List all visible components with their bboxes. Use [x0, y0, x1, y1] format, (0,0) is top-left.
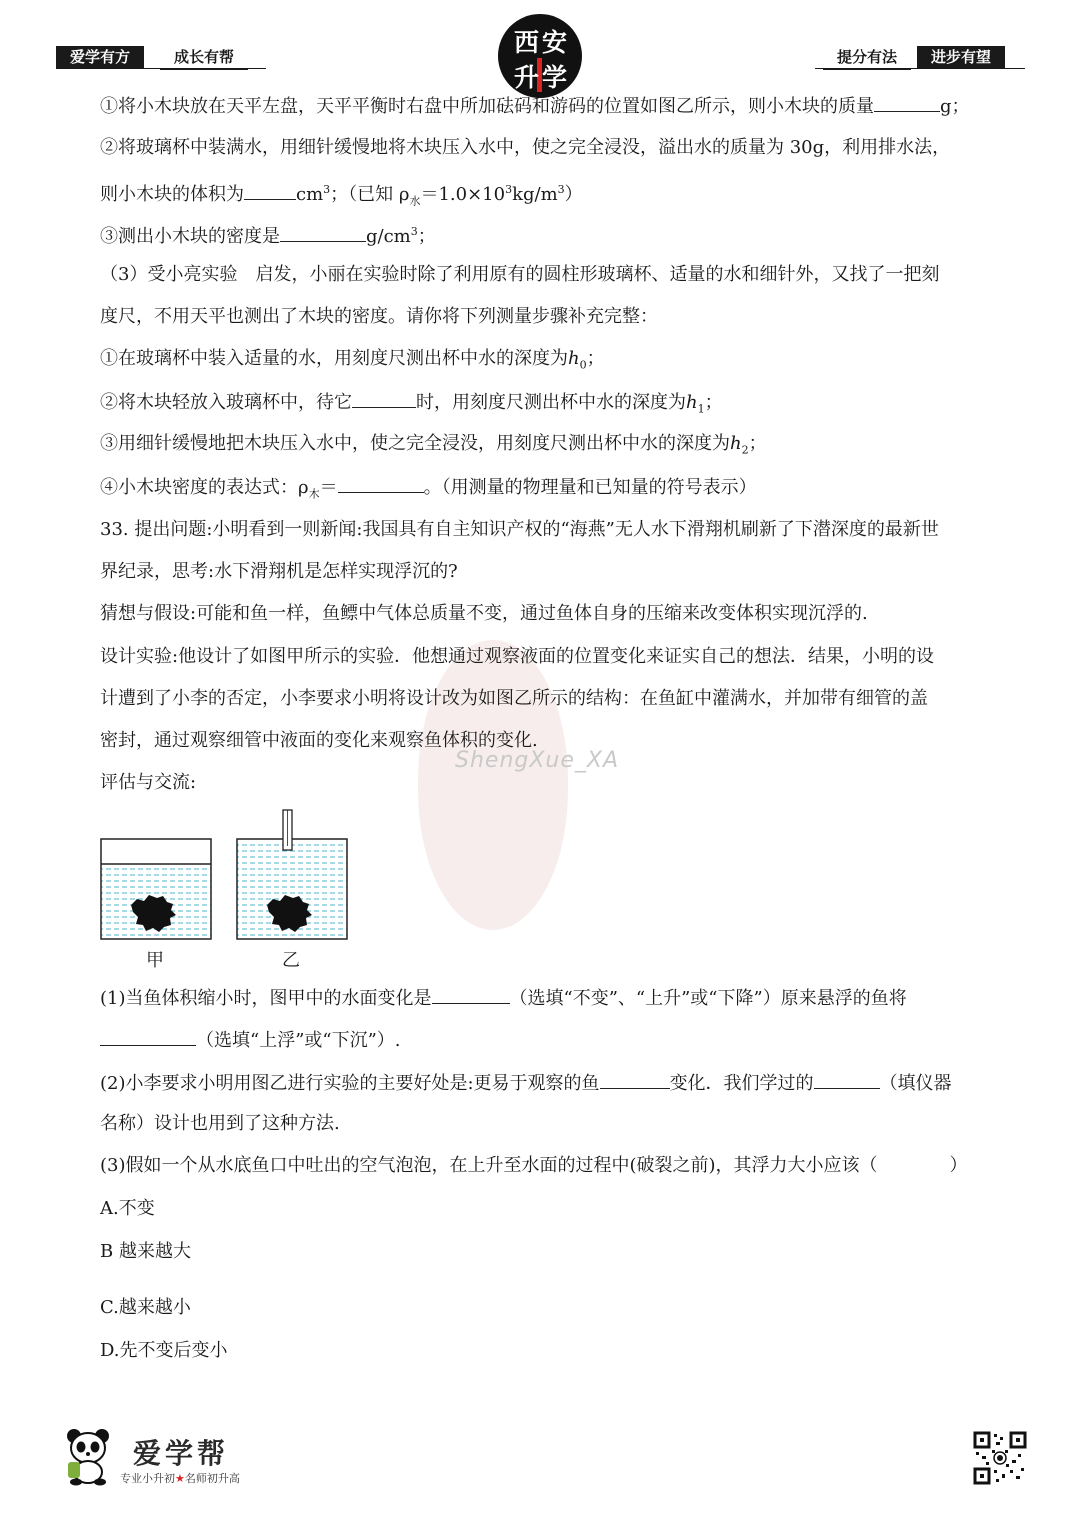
q33-part-1: (1)当鱼体积缩小时，图甲中的水面变化是 （选填“不变”、“上升”或“下降”）原来悬浮的鱼将 [100, 985, 907, 1011]
q32-part-3-step-1: ①在玻璃杯中装入适量的水，用刻度尺测出杯中水的深度为$h_0$； [100, 348, 605, 372]
header-left-banner-1: 爱学有方 [56, 46, 144, 68]
header-left-banner-2: 成长有帮 [160, 46, 248, 70]
q33-part-3: (3)假如一个从水底鱼口中吐出的空气泡泡，在上升至水面的过程中(破裂之前)，其浮力大小应该（ ） [100, 1155, 968, 1176]
q33-design-cont-1: 计遭到了小李的否定，小李要求小明将设计改为如图乙所示的结构：在鱼缸中灌满水，并加带有细管的盖 [100, 688, 928, 709]
q33-option-b: B 越来越大 [100, 1241, 191, 1262]
q32-part-3-intro: （3）受小亮实验 启发，小丽在实验时除了利用原有的圆柱形玻璃杯、适量的水和细针外，又找了一把刻 [100, 264, 940, 285]
q33-option-a: A.不变 [100, 1198, 155, 1219]
figure-label-yi: 乙 [282, 950, 300, 971]
header-right-banner-1: 提分有法 [823, 46, 911, 70]
q33-option-d: D.先不变后变小 [100, 1340, 228, 1361]
logo-char: 西 [514, 28, 540, 57]
q33-evaluation-heading: 评估与交流: [100, 772, 197, 793]
figure-label-jia: 甲 [146, 950, 164, 971]
header-right-banner-2: 进步有望 [917, 46, 1005, 68]
logo-char: 升 [514, 63, 540, 92]
q32-step-1: ①将小木块放在天平左盘，天平平衡时右盘中所加砝码和游码的位置如图乙所示，则小木块的质量 g； [100, 93, 970, 119]
q32-step-2-cont: 则小木块的体积为 $cm^3$；（已知 $\rho_水=1.0\times 10^3kg/m^3$） [100, 183, 583, 208]
q33-option-c: C.越来越小 [100, 1297, 191, 1318]
q33-design-cont-2: 密封，通过观察细管中液面的变化来观察鱼体积的变化. [100, 730, 538, 751]
tank-b [237, 810, 347, 939]
q33-part-2: (2)小李要求小明用图乙进行实验的主要好处是:更易于观察的鱼 变化．我们学过的 （填仪器 [100, 1070, 952, 1096]
logo-char: 安 [542, 28, 568, 57]
q32-part-3-step-2: ②将木块轻放入玻璃杯中，待它 时，用刻度尺测出杯中水的深度为$h_1$； [100, 389, 723, 422]
tank-a [101, 839, 211, 939]
q33-design: 设计实验:他设计了如图甲所示的实验．他想通过观察液面的位置变化来证实自己的想法．结果，小明的设 [100, 646, 935, 667]
star-icon: ★ [175, 1472, 185, 1485]
q32-part-3-intro-cont: 度尺，不用天平也测出了木块的密度。请你将下列测量步骤补充完整： [100, 306, 658, 327]
q32-part-3-step-4: ④小木块密度的表达式：$\rho_木=$ 。（用测量的物理量和已知量的符号表示） [100, 474, 757, 507]
q32-part-3-step-3: ③用细针缓慢地把木块压入水中，使之完全浸没，用刻度尺测出杯中水的深度为$h_2$； [100, 433, 767, 457]
logo-char: 学 [542, 63, 568, 92]
fish-tank-figure [98, 806, 358, 976]
q33-part-1-cont: （选填“上浮”或“下沉”）. [100, 1027, 401, 1053]
watermark-text: ShengXue_XA [455, 748, 620, 773]
fish-tank-diagram [98, 806, 358, 976]
q33-hypothesis: 猜想与假设:可能和鱼一样，鱼鳔中气体总质量不变，通过鱼体自身的压缩来改变体积实现沉浮的. [100, 603, 868, 624]
footer-brand: 爱学帮 [133, 1437, 230, 1470]
footer-slogan: 专业小升初★名师初升高 [120, 1472, 240, 1485]
panda-mascot-icon [60, 1426, 118, 1486]
xian-shengxue-logo [498, 14, 582, 98]
q32-step-2: ②将玻璃杯中装满水，用细针缓慢地将木块压入水中，使之完全浸没，溢出水的质量为 30g，利用排水法， [100, 137, 951, 158]
q33-problem: 33. 提出问题:小明看到一则新闻:我国具有自主知识产权的“海燕”无人水下滑翔机刷新了下潜深度的最新世 [100, 519, 939, 540]
q33-problem-cont: 界纪录，思考:水下滑翔机是怎样实现浮沉的? [100, 561, 458, 582]
qr-code-icon [972, 1430, 1028, 1486]
watermark-seal [418, 640, 568, 930]
q33-part-2-cont: 名称）设计也用到了这种方法. [100, 1113, 340, 1134]
q32-step-3: ③测出小木块的密度是 $g/cm^3$； [100, 225, 436, 247]
